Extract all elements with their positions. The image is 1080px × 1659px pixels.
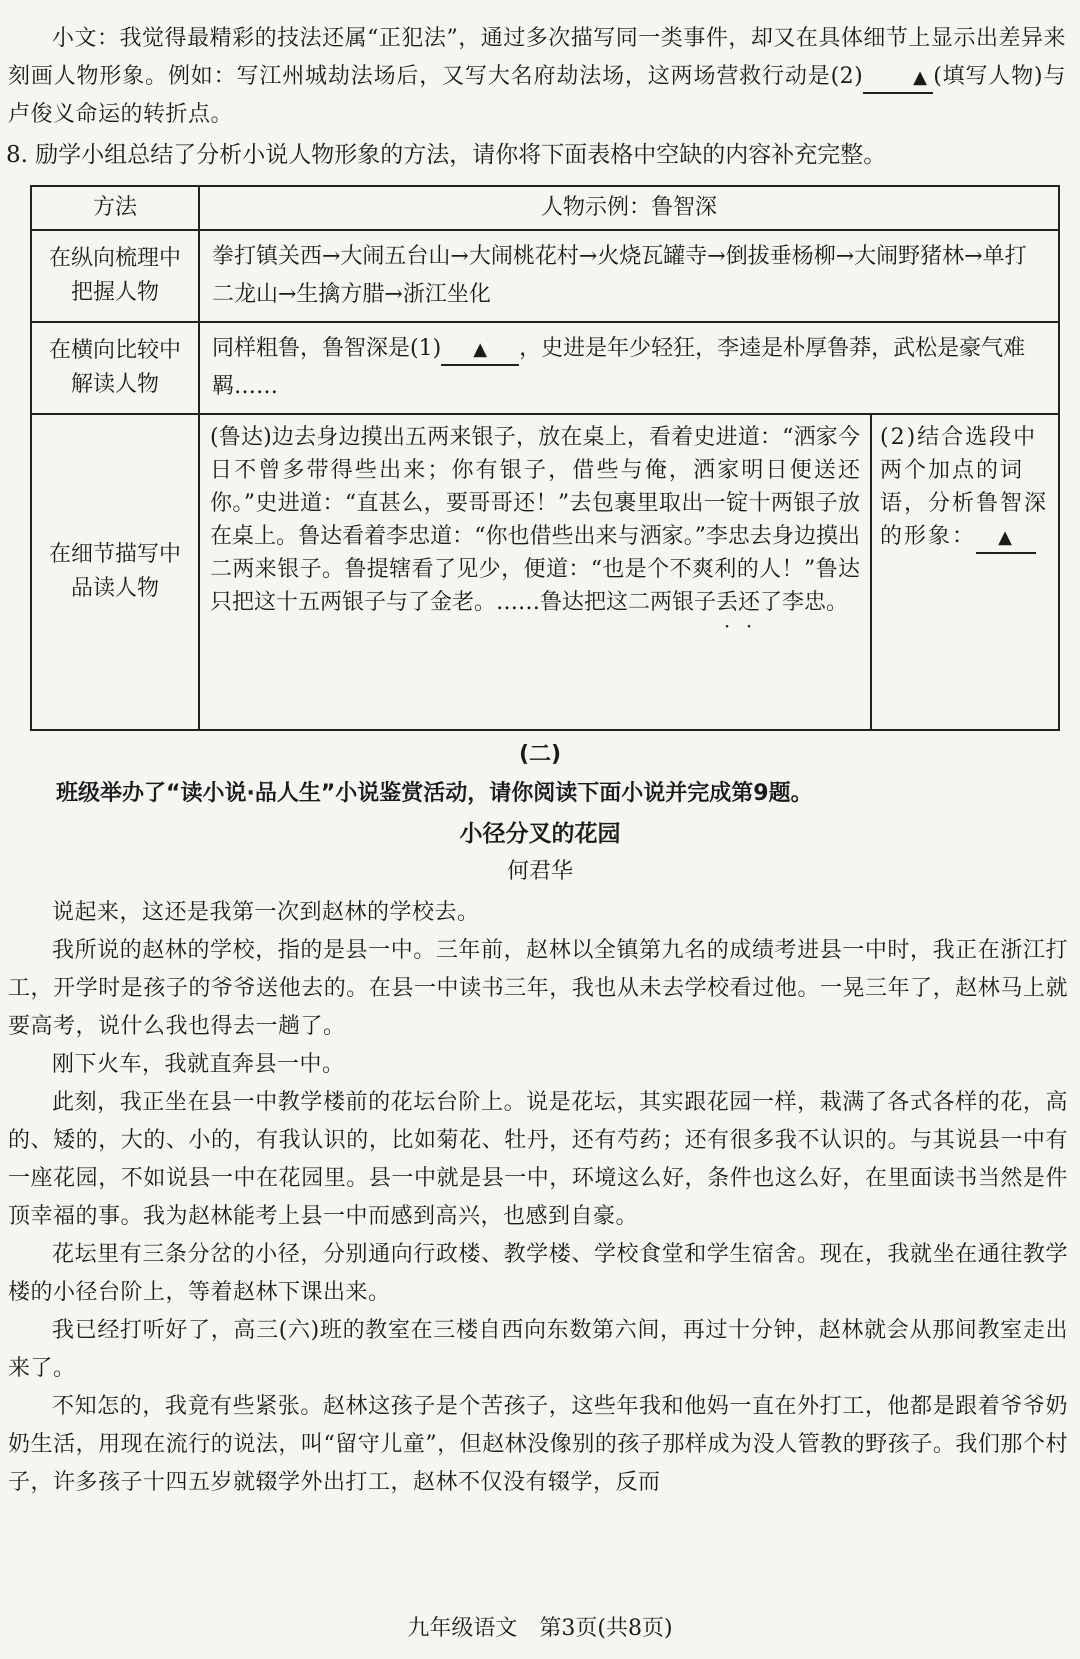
top-paragraph [8, 20, 1066, 134]
question-8-prompt: 8. 励学小组总结了分析小说人物形象的方法，请你将下面表格中空缺的内容补充完整。 [6, 142, 887, 168]
story-title: 小径分叉的花园 [459, 821, 621, 847]
row1-method: 在纵向梳理中把握人物 [31, 230, 199, 322]
table-header-row [31, 186, 1059, 230]
story-paragraph: 花坛里有三条分岔的小径，分别通向行政楼、教学楼、学校食堂和学生宿舍。现在，我就坐在通往教学楼的小径台阶上，等着赵林下课出来。 [8, 1242, 1068, 1305]
section-label: (二) [518, 742, 562, 767]
emphasis-word-diu: 丢 [716, 590, 739, 615]
emphasis-word-huan: 还 [738, 590, 761, 615]
row3-task: (2)结合选段中两个加点的词语，分析鲁智深的形象： ▲ [871, 414, 1059, 730]
story-paragraph: 我已经打听好了，高三(六)班的教室在三楼自西向东数第六间，再过十分钟，赵林就会从那间教室走出来了。 [8, 1318, 1068, 1381]
table-row [31, 230, 1059, 322]
row2-method: 在横向比较中解读人物 [31, 322, 199, 414]
table-row [31, 414, 1059, 730]
story-paragraph: 刚下火车，我就直奔县一中。 [52, 1052, 345, 1077]
page-footer: 九年级语文 第3页(共8页) [407, 1616, 673, 1641]
row2-content: 同样粗鲁，鲁智深是(1) ▲ ，史进是年少轻狂，李逵是朴厚鲁莽，武松是豪气难羁…… [199, 322, 1059, 414]
answer-blank: ▲ [863, 63, 933, 94]
section-intro: 班级举办了“读小说·品人生”小说鉴赏活动，请你阅读下面小说并完成第9题。 [56, 781, 813, 806]
row1-content: 拳打镇关西→大闹五台山→大闹桃花村→火烧瓦罐寺→倒拔垂杨柳→大闹野猪林→单打二龙山→生擒方腊→浙江坐化 [199, 230, 1059, 322]
table-row [31, 322, 1059, 414]
top-text-end: (填写人物)与卢俊义命运的转折点。 [8, 64, 1066, 127]
answer-blank: ▲ [441, 335, 519, 366]
header-method: 方法 [31, 186, 199, 230]
header-example: 人物示例：鲁智深 [199, 186, 1059, 230]
row3-method: 在细节描写中品读人物 [31, 414, 199, 730]
story-paragraph: 此刻，我正坐在县一中教学楼前的花坛台阶上。说是花坛，其实跟花园一样，栽满了各式各样的花，高的、矮的，大的、小的，有我认识的，比如菊花、牡丹，还有芍药；还有很多我不认识的。与其说县一中有一座花园，不如说县一中在花园里。县一中就是县一中，环境这么好，条件也这么好，在里面读书当然是件顶幸福的事。我为赵林能考上县一中而感到高兴，也感到自豪。 [8, 1090, 1068, 1229]
top-text: 小文：我觉得最精彩的技法还属“正犯法”，通过多次描写同一类事件，却又在具体细节上显示出差异来刻画人物形象。例如：写江州城劫法场后，又写大名府劫法场，这两场营救行动是(2) [8, 26, 1066, 89]
answer-blank: ▲ [976, 523, 1036, 554]
row3-passage: (鲁达)边去身边摸出五两来银子，放在桌上，看着史进道：“洒家今日不曾多带得些出来；你有银子，借些与俺，洒家明日便送还你。”史进道：“直甚么，要哥哥还！”去包裹里取出一锭十两银子放在桌上。鲁达看着李忠道：“你也借些出来与洒家。”李忠去身边摸出二两来银子。鲁提辖看了见少，便道：“也是个不爽利的人！”鲁达只把这十五两银子与了金老。……鲁达把这二两银子丢还了李忠。 [199, 414, 871, 730]
methods-table [30, 185, 1060, 731]
story-paragraph: 说起来，这还是我第一次到赵林的学校去。 [52, 900, 480, 925]
story-paragraph: 我所说的赵林的学校，指的是县一中。三年前，赵林以全镇第九名的成绩考进县一中时，我正在浙江打工，开学时是孩子的爷爷送他去的。在县一中读书三年，我也从未去学校看过他。一晃三年了，赵林马上就要高考，说什么我也得去一趟了。 [8, 938, 1068, 1039]
story-author: 何君华 [506, 859, 573, 884]
story-paragraph: 不知怎的，我竟有些紧张。赵林这孩子是个苦孩子，这些年我和他妈一直在外打工，他都是跟着爷爷奶奶生活，用现在流行的说法，叫“留守儿童”，但赵林没像别的孩子那样成为没人管教的野孩子。我们那个村子，许多孩子十四五岁就辍学外出打工，赵林不仅没有辍学，反而 [8, 1394, 1068, 1495]
story-body [8, 894, 1068, 1502]
